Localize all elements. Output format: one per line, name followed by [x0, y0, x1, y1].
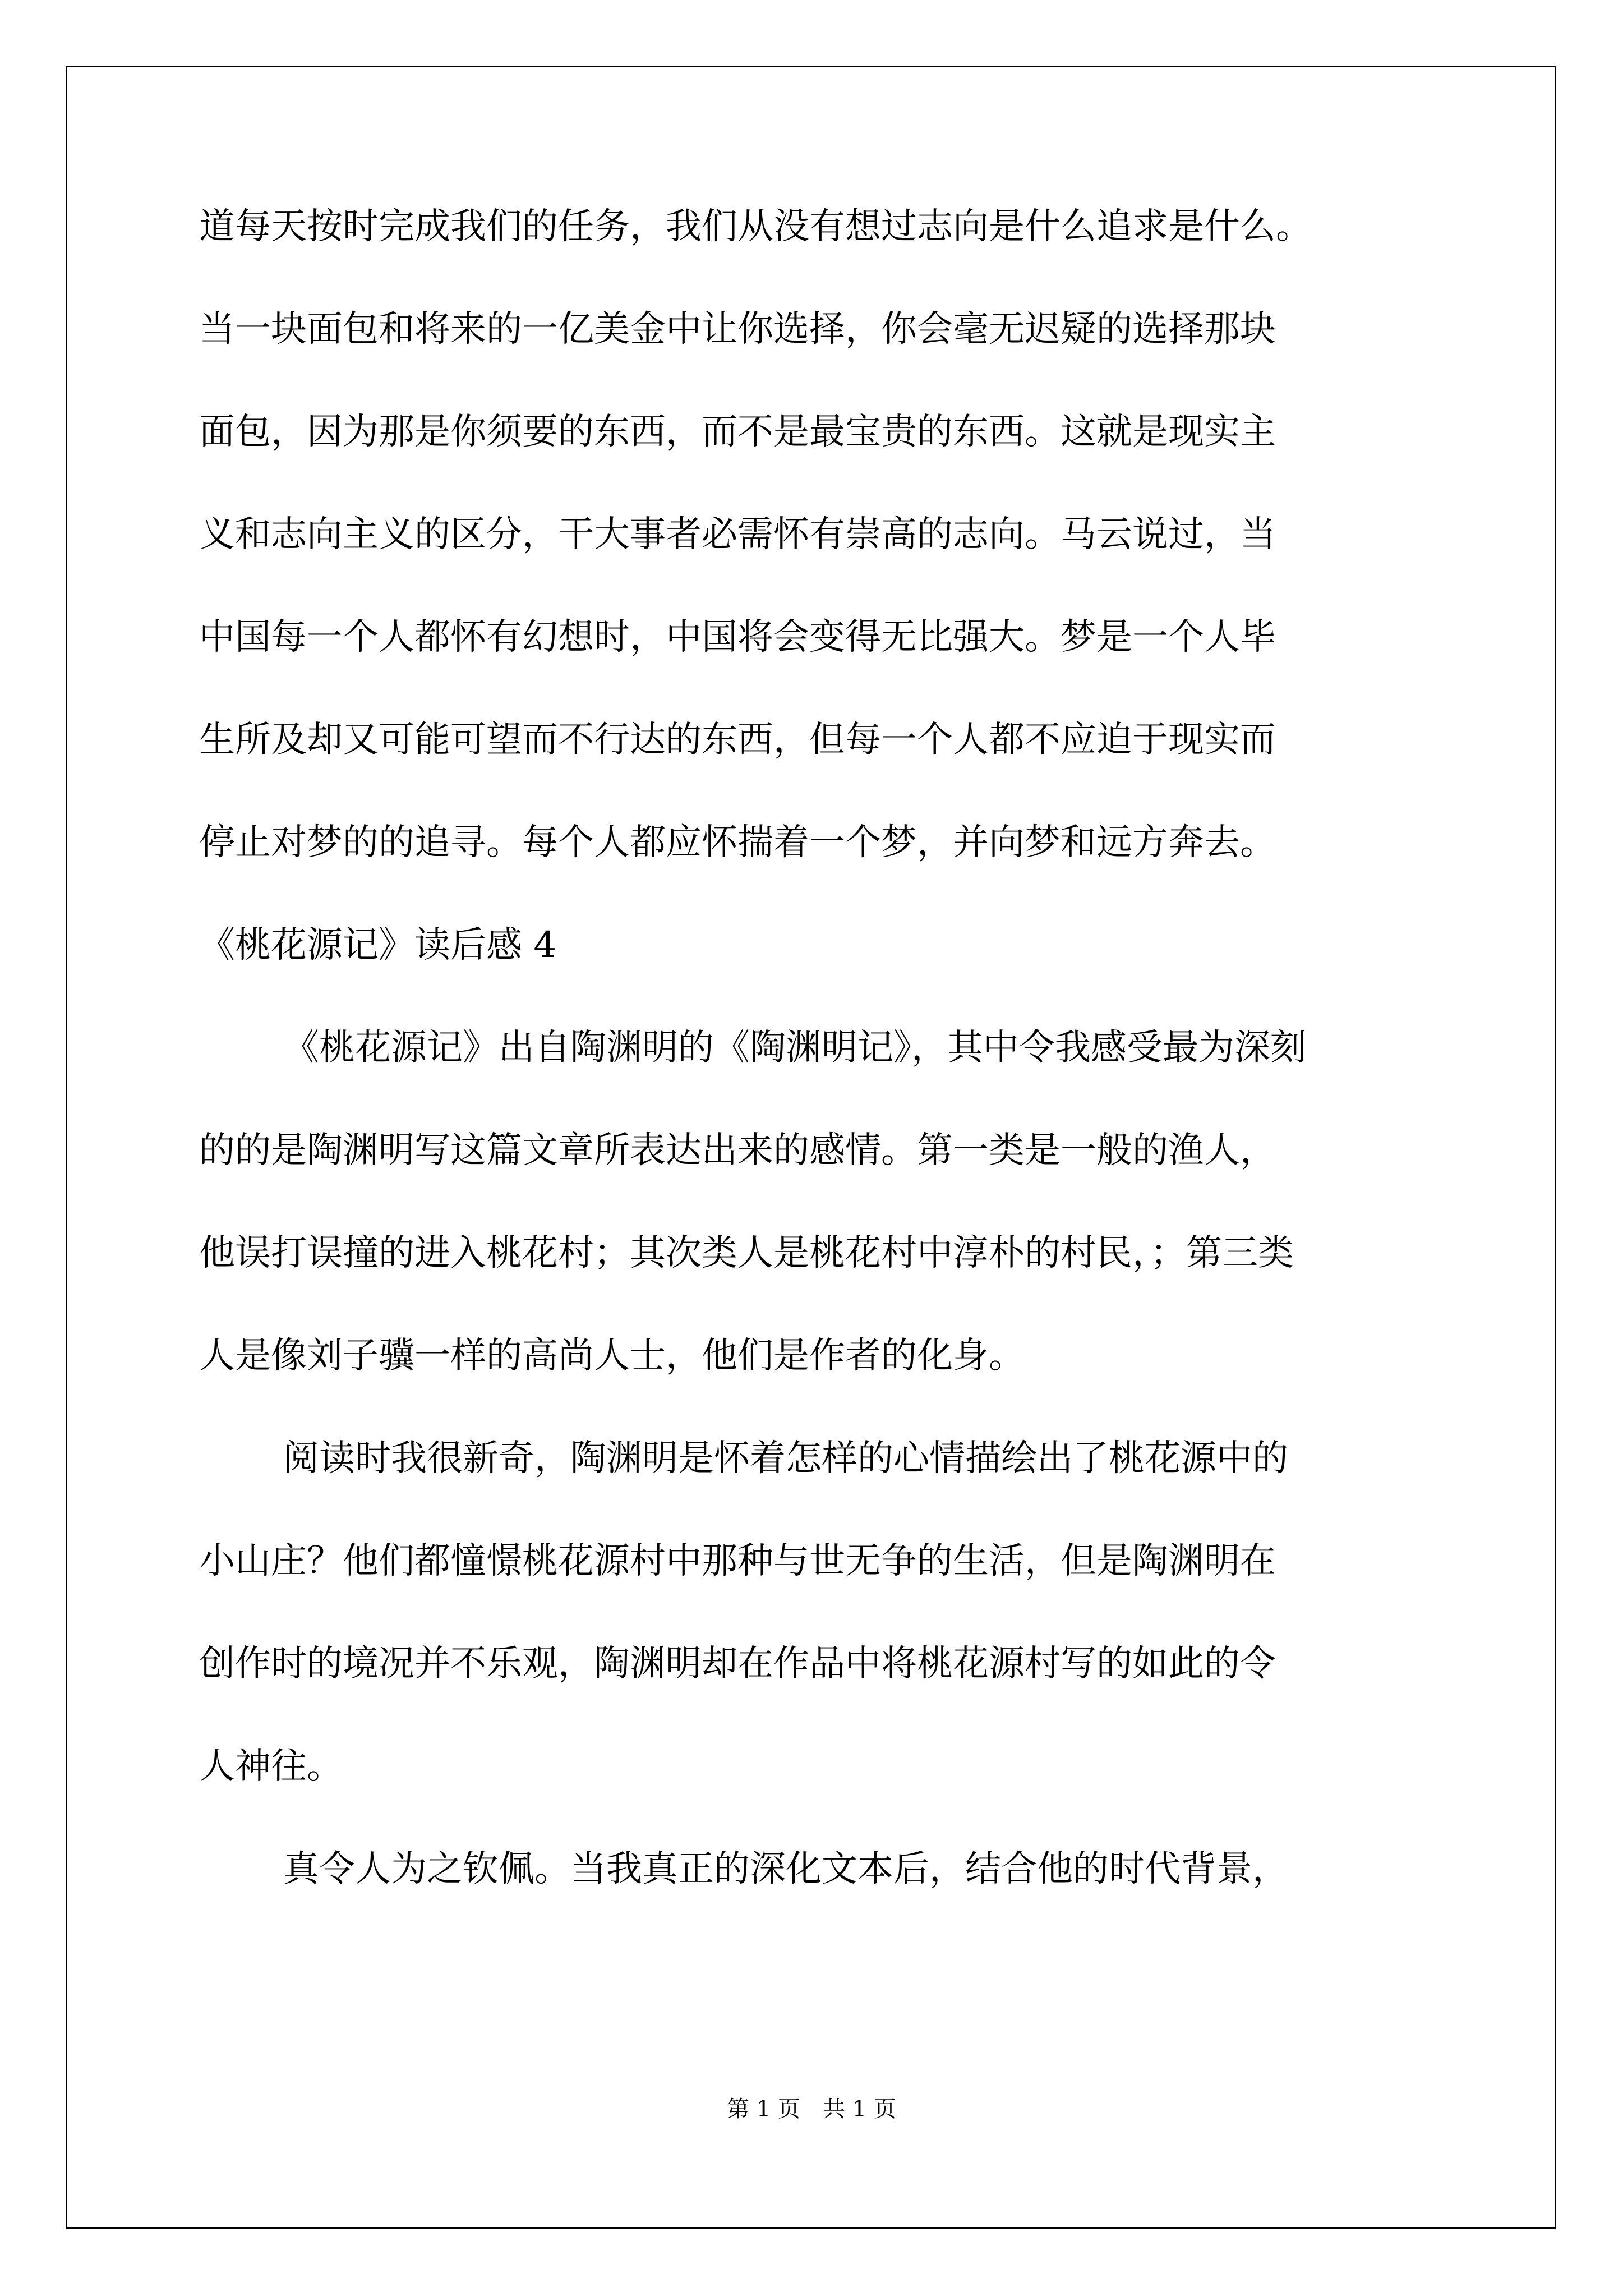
body-line: 生所及却又可能可望而不行达的东西，但每一个人都不应迫于现实而	[199, 719, 1276, 761]
body-line: 义和志向主义的区分，干大事者必需怀有崇高的志向。马云说过，当	[199, 514, 1276, 555]
body-line: 道每天按时完成我们的任务，我们从没有想过志向是什么追求是什么。	[199, 206, 1312, 247]
body-line: 中国每一个人都怀有幻想时，中国将会变得无比强大。梦是一个人毕	[199, 616, 1276, 658]
document-body	[199, 206, 1427, 1954]
paragraph-first-line: 真令人为之钦佩。当我真正的深化文本后，结合他的时代背景，	[283, 1848, 1288, 1890]
body-line: 的的是陶渊明写这篇文章所表达出来的感情。第一类是一般的渔人，	[199, 1130, 1276, 1171]
body-line: 他误打误撞的进入桃花村；其次类人是桃花村中淳朴的村民，；第三类	[199, 1232, 1294, 1274]
section-heading: 《桃花源记》读后感 4	[199, 924, 557, 966]
body-line: 创作时的境况并不乐观，陶渊明却在作品中将桃花源村写的如此的令	[199, 1643, 1276, 1685]
paragraph-first-line: 阅读时我很新奇，陶渊明是怀着怎样的心情描绘出了桃花源中的	[283, 1438, 1288, 1479]
body-line: 小山庄？他们都憧憬桃花源村中那种与世无争的生活，但是陶渊明在	[199, 1540, 1276, 1582]
paragraph-first-line: 《桃花源记》出自陶渊明的《陶渊明记》，其中令我感受最为深刻	[283, 1027, 1306, 1069]
page-total: 共 1 页	[823, 2096, 896, 2122]
body-line: 面包，因为那是你须要的东西，而不是最宝贵的东西。这就是现实主	[199, 411, 1276, 453]
body-line: 人神往。	[199, 1746, 343, 1787]
page-number: 第 1 页	[727, 2096, 800, 2122]
page-footer	[0, 2098, 1623, 2120]
body-line: 当一块面包和将来的一亿美金中让你选择，你会毫无迟疑的选择那块	[199, 309, 1276, 350]
body-line: 人是像刘子骥一样的高尚人士，他们是作者的化身。	[199, 1335, 1025, 1377]
body-line: 停止对梦的的追寻。每个人都应怀揣着一个梦，并向梦和远方奔去。	[199, 822, 1276, 863]
